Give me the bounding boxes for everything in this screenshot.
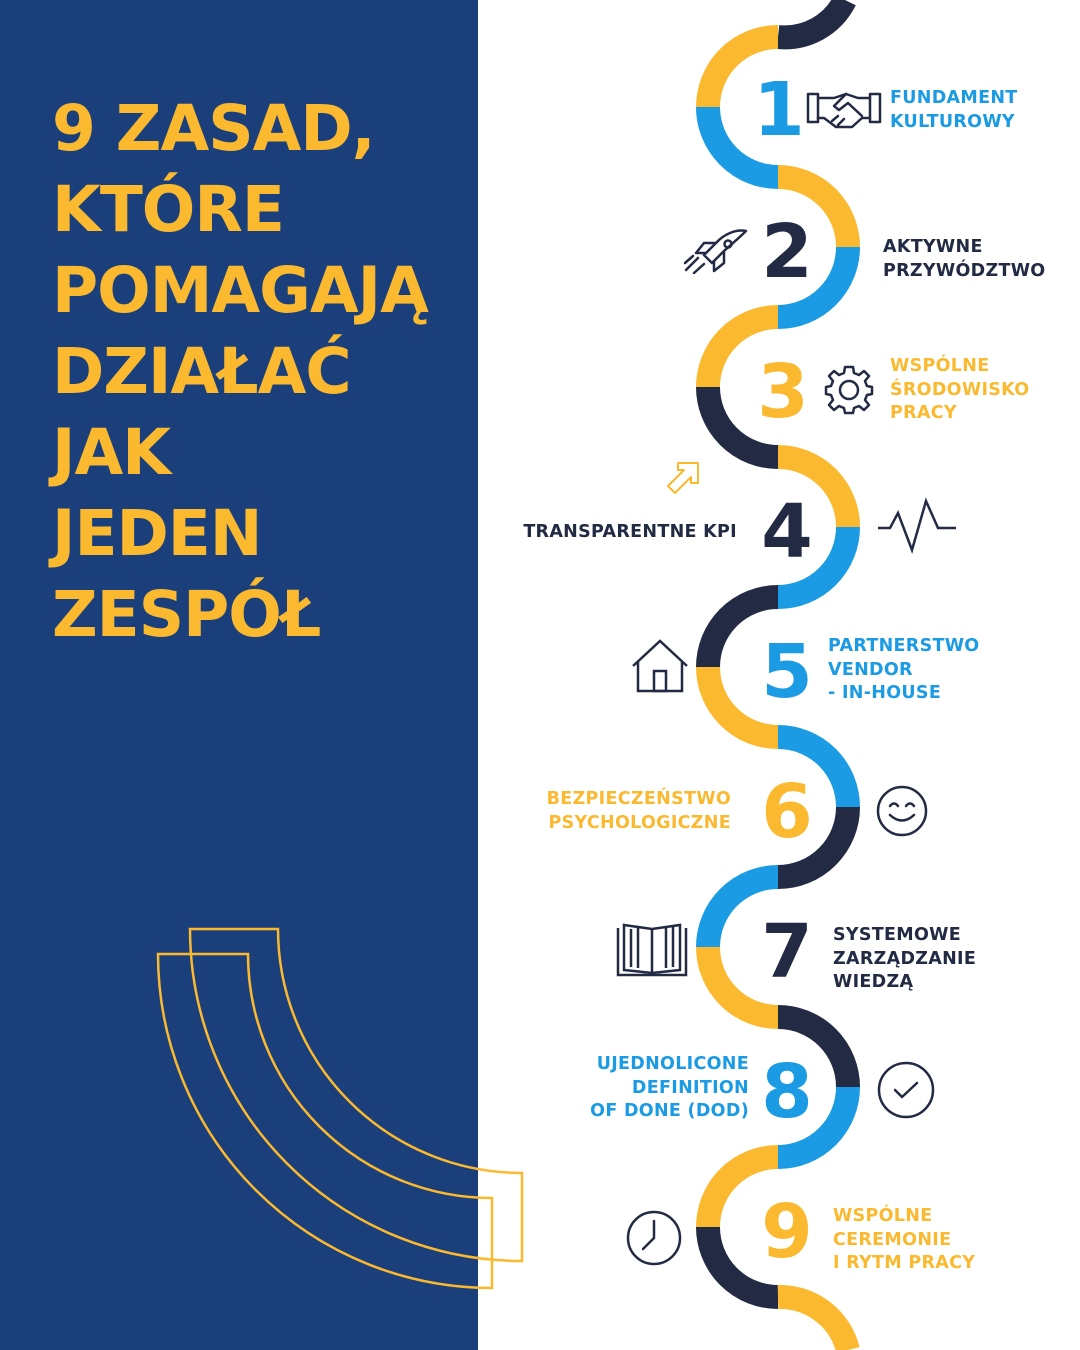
title-line: JEDEN (52, 497, 262, 570)
principle-number-1: 1 (753, 67, 803, 153)
gear-icon (823, 364, 875, 416)
label-line: OF DONE (DOD) (590, 1101, 749, 1121)
principle-number-3: 3 (757, 349, 807, 435)
principle-number-9: 9 (761, 1189, 811, 1275)
label-line: PSYCHOLOGICZNE (548, 812, 731, 833)
title-line: 9 ZASAD, (52, 92, 375, 165)
principle-number-7: 7 (761, 909, 811, 995)
label-line: TRANSPARENTNE KPI (523, 522, 737, 542)
label-line: I RYTM PRACY (833, 1253, 976, 1273)
principle-number-4: 4 (761, 489, 811, 575)
book-icon (615, 922, 689, 978)
label-line: SYSTEMOWE (833, 925, 962, 945)
label-line: WSPÓLNE (890, 356, 990, 376)
pulse-chart-icon (876, 495, 958, 555)
title-line: KTÓRE (52, 173, 284, 246)
clock-icon (625, 1209, 683, 1267)
label-line: - IN-HOUSE (828, 683, 942, 703)
handshake-icon (806, 90, 882, 130)
principle-label-8 (590, 1053, 749, 1124)
principle-label-9 (833, 1205, 975, 1276)
principle-label-6 (547, 788, 731, 835)
title-line: ZESPÓŁ (52, 578, 321, 651)
label-line: WSPÓLNE (833, 1206, 933, 1226)
label-line: KULTUROWY (890, 111, 1015, 132)
rocket-icon (682, 228, 748, 274)
principle-number-2: 2 (761, 209, 811, 295)
principle-label-5 (828, 635, 980, 706)
title-line: JAK (52, 416, 171, 489)
smiley-icon (875, 784, 929, 838)
label-line: PARTNERSTWO (828, 636, 980, 656)
label-line: VENDOR (828, 659, 913, 680)
label-line: FUNDAMENT (890, 88, 1018, 108)
label-line: WIEDZĄ (833, 972, 914, 992)
principle-number-5: 5 (761, 629, 811, 715)
label-line: PRZYWÓDZTWO (883, 260, 1046, 281)
label-line: DEFINITION (631, 1077, 749, 1098)
label-line: CEREMONIE (833, 1229, 952, 1250)
label-line: BEZPIECZEŃSTWO (546, 789, 731, 809)
principle-label-3 (890, 355, 1029, 426)
wave-segment (778, 1297, 848, 1350)
wave-segment (778, 0, 845, 37)
label-line: ZARZĄDZANIE (833, 948, 977, 969)
checkmark-circle-icon (876, 1060, 936, 1120)
label-line: PRACY (890, 403, 957, 423)
trend-arrow-icon (664, 458, 702, 494)
principle-label-2 (883, 236, 1045, 283)
title-line: POMAGAJĄ (52, 254, 428, 327)
principle-number-6: 6 (761, 769, 811, 855)
label-line: ŚRODOWISKO (890, 379, 1030, 400)
principle-number-8: 8 (761, 1049, 811, 1135)
label-line: AKTYWNE (883, 237, 983, 257)
label-line: UJEDNOLICONE (596, 1054, 749, 1074)
house-icon (630, 638, 690, 694)
principle-label-7 (833, 924, 976, 995)
principle-label-4 (523, 521, 737, 545)
title-line: DZIAŁAĆ (52, 335, 351, 408)
principle-label-1 (890, 87, 1018, 134)
